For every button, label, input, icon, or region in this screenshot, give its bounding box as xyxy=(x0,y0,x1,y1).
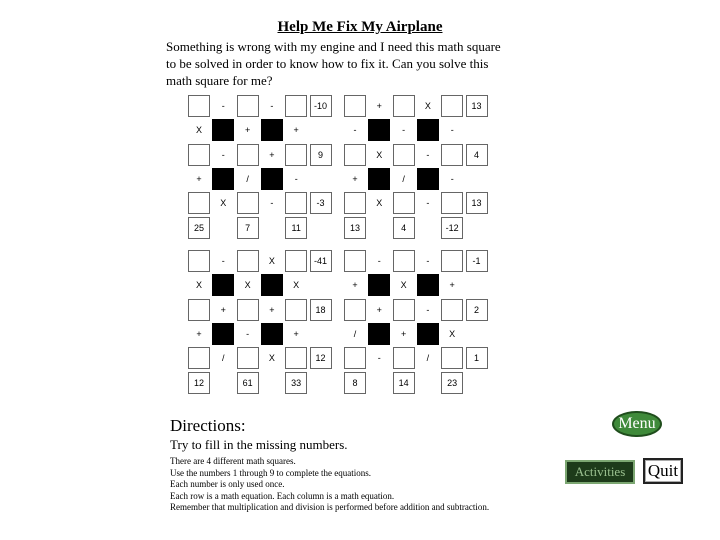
number-cell[interactable] xyxy=(285,95,307,117)
column-result-cell: 33 xyxy=(285,372,307,394)
column-result-cell: 23 xyxy=(441,372,463,394)
operator-cell: - xyxy=(450,125,454,136)
number-cell[interactable] xyxy=(441,347,463,369)
black-cell xyxy=(212,323,234,345)
number-cell[interactable] xyxy=(441,144,463,166)
number-cell[interactable] xyxy=(188,299,210,321)
number-cell[interactable] xyxy=(393,347,415,369)
operator-cell: + xyxy=(293,328,299,339)
row-result-cell: -3 xyxy=(310,192,332,214)
column-result-cell: 4 xyxy=(393,217,415,239)
number-cell[interactable] xyxy=(285,299,307,321)
directions-heading: Directions: xyxy=(170,416,246,435)
operator-cell: X xyxy=(268,256,275,266)
operator-cell: - xyxy=(270,198,274,209)
row-result-cell: -1 xyxy=(466,250,488,272)
operator-cell: + xyxy=(352,173,358,184)
operator-cell: X xyxy=(400,280,407,291)
operator-cell: + xyxy=(196,328,202,339)
directions-line: Use the numbers 1 through 9 to complete the equations. xyxy=(170,467,371,478)
number-cell[interactable] xyxy=(344,347,366,369)
number-cell[interactable] xyxy=(344,95,366,117)
operator-cell: + xyxy=(376,101,382,111)
number-cell[interactable] xyxy=(237,95,259,117)
operator-cell: + xyxy=(293,125,299,136)
black-cell xyxy=(261,323,283,345)
black-cell xyxy=(368,119,390,141)
row-result-cell: 9 xyxy=(310,144,332,166)
number-cell[interactable] xyxy=(441,95,463,117)
operator-cell: / xyxy=(222,353,225,364)
operator-cell: X xyxy=(376,149,383,160)
menu-button[interactable]: Menu xyxy=(612,411,662,437)
operator-cell: X xyxy=(268,353,275,364)
black-cell xyxy=(261,119,283,141)
directions-line: There are 4 different math squares. xyxy=(170,456,296,466)
operator-cell: - xyxy=(426,304,430,315)
operator-cell: X xyxy=(424,101,431,111)
row-result-cell: 4 xyxy=(466,144,488,166)
black-cell xyxy=(417,119,439,141)
column-result-cell: -12 xyxy=(441,217,463,239)
black-cell xyxy=(417,168,439,190)
column-result-cell: 14 xyxy=(393,372,415,394)
directions-list xyxy=(170,456,490,514)
operator-cell: X xyxy=(376,198,383,209)
number-cell[interactable] xyxy=(393,299,415,321)
column-result-cell: 61 xyxy=(237,372,259,394)
directions-line: Each number is only used once. xyxy=(170,479,285,490)
column-result-cell: 11 xyxy=(285,217,307,239)
number-cell[interactable] xyxy=(237,144,259,166)
row-result-cell: 13 xyxy=(466,95,488,117)
number-cell[interactable] xyxy=(441,299,463,321)
number-cell[interactable] xyxy=(188,144,210,166)
row-result-cell: 2 xyxy=(466,299,488,321)
number-cell[interactable] xyxy=(441,192,463,214)
black-cell xyxy=(212,119,234,141)
number-cell[interactable] xyxy=(285,250,307,272)
number-cell[interactable] xyxy=(393,250,415,272)
operator-cell: - xyxy=(377,353,381,364)
operator-cell: + xyxy=(220,304,226,315)
operator-cell: - xyxy=(377,256,381,266)
operator-cell: - xyxy=(353,125,357,136)
column-result-cell: 13 xyxy=(344,217,366,239)
operator-cell: + xyxy=(400,328,407,339)
black-cell xyxy=(417,323,439,345)
operator-cell: + xyxy=(352,280,358,291)
black-cell xyxy=(212,168,234,190)
number-cell[interactable] xyxy=(237,250,259,272)
directions-line: Remember that multiplication and division is performed before addition and subtraction. xyxy=(170,502,490,513)
operator-cell: - xyxy=(450,173,454,184)
black-cell xyxy=(261,168,283,190)
number-cell[interactable] xyxy=(237,299,259,321)
number-cell[interactable] xyxy=(344,250,366,272)
operator-cell: - xyxy=(426,149,430,160)
operator-cell: X xyxy=(220,198,227,209)
directions-line: Each row is a math equation. Each column is a math equation. xyxy=(170,490,395,501)
operator-cell: X xyxy=(195,280,202,291)
row-result-cell: 12 xyxy=(310,347,332,369)
page-title: Help Me Fix My Airplane xyxy=(277,19,443,35)
operator-cell: - xyxy=(294,173,298,184)
number-cell[interactable] xyxy=(344,192,366,214)
operator-cell: - xyxy=(426,198,430,209)
row-result-cell: 1 xyxy=(466,347,488,369)
column-result-cell: 8 xyxy=(344,372,366,394)
number-cell[interactable] xyxy=(237,347,259,369)
row-result-cell: -10 xyxy=(310,95,332,117)
operator-cell: / xyxy=(402,173,405,184)
directions-subheading: Try to fill in the missing numbers. xyxy=(170,437,348,452)
number-cell[interactable] xyxy=(188,192,210,214)
row-result-cell: 13 xyxy=(466,192,488,214)
operator-cell: - xyxy=(221,256,225,266)
row-result-cell: 18 xyxy=(310,299,332,321)
black-cell xyxy=(368,168,390,190)
operator-cell: - xyxy=(270,101,274,111)
number-cell[interactable] xyxy=(237,192,259,214)
number-cell[interactable] xyxy=(188,250,210,272)
operator-cell: / xyxy=(353,328,357,339)
black-cell xyxy=(368,274,390,296)
column-result-cell: 7 xyxy=(237,217,259,239)
number-cell[interactable] xyxy=(393,144,415,166)
operator-cell: X xyxy=(449,328,456,339)
black-cell xyxy=(261,274,283,296)
number-cell[interactable] xyxy=(285,192,307,214)
number-cell[interactable] xyxy=(188,95,210,117)
operator-cell: X xyxy=(244,280,251,291)
column-result-cell: 12 xyxy=(188,372,210,394)
operator-cell: + xyxy=(196,173,202,184)
black-cell xyxy=(368,323,390,345)
operator-cell: / xyxy=(246,173,249,184)
operator-cell: X xyxy=(293,280,300,291)
number-cell[interactable] xyxy=(393,192,415,214)
quit-button[interactable]: Quit xyxy=(643,458,683,484)
column-result-cell: 25 xyxy=(188,217,210,239)
number-cell[interactable] xyxy=(285,347,307,369)
operator-cell: - xyxy=(402,125,406,136)
operator-cell: + xyxy=(244,125,251,136)
operator-cell: - xyxy=(426,256,430,266)
operator-cell: + xyxy=(376,304,382,315)
number-cell[interactable] xyxy=(188,347,210,369)
row-result-cell: -41 xyxy=(310,250,332,272)
number-cell[interactable] xyxy=(344,299,366,321)
operator-cell: / xyxy=(426,353,430,364)
intro-text: Something is wrong with my engine and I need this math square to be solved in order to know how to fix it. Can you solve this math square for me? xyxy=(166,39,501,88)
number-cell[interactable] xyxy=(393,95,415,117)
operator-cell: - xyxy=(221,149,225,160)
operator-cell: - xyxy=(221,101,225,111)
number-cell[interactable] xyxy=(285,144,307,166)
operator-cell: - xyxy=(246,328,250,339)
number-cell[interactable] xyxy=(344,144,366,166)
number-cell[interactable] xyxy=(441,250,463,272)
activities-button[interactable]: Activities xyxy=(565,460,635,484)
black-cell xyxy=(417,274,439,296)
black-cell xyxy=(212,274,234,296)
operator-cell: + xyxy=(269,149,275,160)
operator-cell: X xyxy=(195,125,202,136)
operator-cell: + xyxy=(449,280,455,291)
operator-cell: + xyxy=(269,304,275,315)
